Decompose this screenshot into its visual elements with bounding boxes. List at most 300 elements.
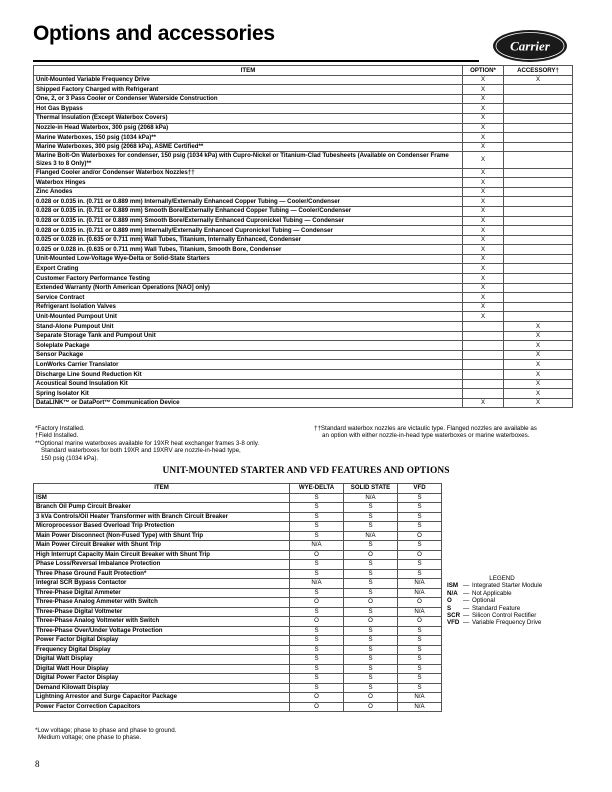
item-cell: Three-Phase Digital Ammeter <box>34 588 290 598</box>
table-row <box>34 152 573 168</box>
table-row <box>34 187 573 197</box>
wye-delta-cell: O <box>290 693 344 703</box>
accessory-cell: X <box>504 379 573 389</box>
vfd-cell: N/A <box>398 693 442 703</box>
table-row <box>34 133 573 143</box>
table-row <box>34 235 573 245</box>
item-cell: 0.028 or 0.035 in. (0.711 or 0.889 mm) Internally/Externally Enhanced Copper Tubing — Cooler/Condenser <box>34 197 463 207</box>
option-cell: X <box>463 226 504 236</box>
legend-description: Silicon Control Rectifier <box>472 612 537 620</box>
legend-description: Standard Feature <box>472 604 521 612</box>
item-cell: Marine Waterboxes, 300 psig (2068 kPa), ASME Certified** <box>34 142 463 152</box>
table-row <box>34 94 573 104</box>
vfd-cell: S <box>398 664 442 674</box>
option-cell: X <box>463 235 504 245</box>
carrier-logo-text: Carrier <box>510 38 550 54</box>
legend-entry <box>447 619 587 626</box>
table-row <box>34 617 442 627</box>
item-cell: Marine Bolt-On Waterboxes for condenser, 150 psig (1034 kPa) with Cupro-Nickel or Titanium-Clad Tubesheets (Available on Condenser Frame Sizes 3 to 8 Only)** <box>34 152 463 168</box>
accessory-cell <box>504 168 573 178</box>
item-cell: One, 2, or 3 Pass Cooler or Condenser Waterside Construction <box>34 94 463 104</box>
accessory-cell <box>504 216 573 226</box>
option-cell: X <box>463 206 504 216</box>
item-cell: Spring Isolator Kit <box>34 389 463 399</box>
wye-delta-cell: S <box>290 569 344 579</box>
option-cell <box>463 389 504 399</box>
table-header-row <box>34 484 442 494</box>
solid-state-cell: S <box>344 579 398 589</box>
item-cell: 0.025 or 0.028 in. (0.635 or 0.711 mm) Wall Tubes, Titanium, Internally Enhanced, Condenser <box>34 235 463 245</box>
legend-abbr: ISM <box>447 582 459 590</box>
item-cell: 3 kVa Controls/Oil Heater Transformer with Branch Circuit Breaker <box>34 512 290 522</box>
item-cell: Lightning Arrestor and Surge Capacitor Package <box>34 693 290 703</box>
column-header-vfd: VFD <box>398 484 442 494</box>
table-row <box>34 560 442 570</box>
wye-delta-cell: S <box>290 493 344 503</box>
table-row <box>34 178 573 188</box>
table-row <box>34 216 573 226</box>
item-cell: Main Power Disconnect (Non-Fused Type) with Shunt Trip <box>34 531 290 541</box>
item-cell: DataLINK™ or DataPort™ Communication Device <box>34 398 463 408</box>
starter-section-title: UNIT-MOUNTED STARTER AND VFD FEATURES AND OPTIONS <box>162 466 450 476</box>
column-header-option: OPTION* <box>463 66 504 76</box>
table-row <box>34 113 573 123</box>
footnote: Standard waterboxes for both 19XR and 19XRV are nozzle-in-head type, <box>41 447 241 455</box>
item-cell: Three Phase Ground Fault Protection* <box>34 569 290 579</box>
option-cell <box>463 360 504 370</box>
table-row <box>34 645 442 655</box>
item-cell: Digital Power Factor Display <box>34 674 290 684</box>
legend-abbr: S <box>447 604 452 612</box>
legend-entry <box>447 582 587 589</box>
item-cell: Hot Gas Bypass <box>34 104 463 114</box>
wye-delta-cell: S <box>290 588 344 598</box>
wye-delta-cell: S <box>290 674 344 684</box>
accessory-cell <box>504 178 573 188</box>
vfd-cell: S <box>398 683 442 693</box>
footnote: 150 psig (1034 kPa). <box>41 454 99 462</box>
wye-delta-cell: S <box>290 560 344 570</box>
vfd-cell: N/A <box>398 607 442 617</box>
legend-description: Variable Frequency Drive <box>472 619 542 627</box>
accessory-cell: X <box>504 360 573 370</box>
vfd-cell: S <box>398 626 442 636</box>
table-row <box>34 293 573 303</box>
legend-abbr: SCR <box>447 612 461 620</box>
table-row <box>34 254 573 264</box>
wye-delta-cell: S <box>290 522 344 532</box>
table-row <box>34 142 573 152</box>
wye-delta-cell: S <box>290 645 344 655</box>
item-cell: Main Power Circuit Breaker with Shunt Trip <box>34 541 290 551</box>
wye-delta-cell: O <box>290 598 344 608</box>
table-row <box>34 550 442 560</box>
item-cell: Three-Phase Analog Ammeter with Switch <box>34 598 290 608</box>
legend-description: Optional <box>472 597 496 605</box>
solid-state-cell: S <box>344 664 398 674</box>
options-table-body <box>34 75 573 408</box>
footnote: ††Standard waterbox nozzles are victaulic type. Flanged nozzles are available as <box>314 425 537 432</box>
footnote: *Factory Installed. <box>35 425 85 432</box>
item-cell: Waterbox Hinges <box>34 178 463 188</box>
item-cell: 0.028 or 0.035 in. (0.711 or 0.889 mm) Smooth Bore/Externally Enhanced Copper Tubing — Cooler/Condenser <box>34 206 463 216</box>
legend-entry <box>447 590 587 597</box>
footnote: *Low voltage; phase to phase and phase to ground. <box>35 727 177 734</box>
table-row <box>34 312 573 322</box>
item-cell: Flanged Cooler and/or Condenser Waterbox Nozzles†† <box>34 168 463 178</box>
item-cell: Three-Phase Analog Voltmeter with Switch <box>34 617 290 627</box>
option-cell <box>463 341 504 351</box>
solid-state-cell: S <box>344 674 398 684</box>
solid-state-cell: S <box>344 607 398 617</box>
accessory-cell <box>504 85 573 95</box>
accessory-cell <box>504 312 573 322</box>
solid-state-cell: S <box>344 683 398 693</box>
item-cell: Power Factor Digital Display <box>34 636 290 646</box>
table-row <box>34 531 442 541</box>
wye-delta-cell: S <box>290 503 344 513</box>
accessory-cell <box>504 264 573 274</box>
legend-title: LEGEND <box>489 575 515 582</box>
legend-abbr: O <box>447 597 452 605</box>
option-cell: X <box>463 133 504 143</box>
table-row <box>34 226 573 236</box>
accessory-cell <box>504 123 573 133</box>
wye-delta-cell: O <box>290 550 344 560</box>
accessory-cell: X <box>504 75 573 85</box>
item-cell: Export Crating <box>34 264 463 274</box>
table-row <box>34 274 573 284</box>
option-cell: X <box>463 94 504 104</box>
option-cell: X <box>463 216 504 226</box>
solid-state-cell: O <box>344 550 398 560</box>
option-cell: X <box>463 302 504 312</box>
item-cell: Digital Watt Hour Display <box>34 664 290 674</box>
starter-table-body <box>34 493 442 712</box>
legend-dash: — <box>463 597 470 605</box>
table-row <box>34 398 573 408</box>
accessory-cell <box>504 187 573 197</box>
item-cell: Refrigerant Isolation Valves <box>34 302 463 312</box>
table-row <box>34 541 442 551</box>
item-cell: Phase Loss/Reversal Imbalance Protection <box>34 560 290 570</box>
item-cell: ISM <box>34 493 290 503</box>
vfd-cell: S <box>398 493 442 503</box>
table-row <box>34 493 442 503</box>
table-header-row <box>34 66 573 76</box>
vfd-cell: S <box>398 541 442 551</box>
accessory-cell <box>504 152 573 168</box>
table-row <box>34 693 442 703</box>
table-row <box>34 636 442 646</box>
legend-entry <box>447 612 587 619</box>
item-cell: Three-Phase Digital Voltmeter <box>34 607 290 617</box>
vfd-cell: O <box>398 598 442 608</box>
item-cell: Unit-Mounted Pumpout Unit <box>34 312 463 322</box>
wye-delta-cell: S <box>290 664 344 674</box>
legend-entry <box>447 597 587 604</box>
wye-delta-cell: N/A <box>290 541 344 551</box>
wye-delta-cell: S <box>290 512 344 522</box>
vfd-cell: S <box>398 655 442 665</box>
accessory-cell: X <box>504 398 573 408</box>
item-cell: Unit-Mounted Low-Voltage Wye-Delta or Solid-State Starters <box>34 254 463 264</box>
option-cell: X <box>463 283 504 293</box>
option-cell: X <box>463 187 504 197</box>
table-row <box>34 197 573 207</box>
solid-state-cell: S <box>344 522 398 532</box>
item-cell: Customer Factory Performance Testing <box>34 274 463 284</box>
option-cell: X <box>463 293 504 303</box>
item-cell: 0.028 or 0.035 in. (0.711 or 0.889 mm) Internally/Externally Enhanced Cupronickel Tubing — Condenser <box>34 226 463 236</box>
accessory-cell <box>504 113 573 123</box>
table-row <box>34 607 442 617</box>
option-cell: X <box>463 264 504 274</box>
table-row <box>34 664 442 674</box>
accessory-cell: X <box>504 389 573 399</box>
waterbox-nozzle-footnote <box>314 425 574 440</box>
option-cell: X <box>463 113 504 123</box>
accessory-cell: X <box>504 341 573 351</box>
item-cell: Thermal Insulation (Except Waterbox Covers) <box>34 113 463 123</box>
solid-state-cell: O <box>344 693 398 703</box>
accessory-cell <box>504 274 573 284</box>
table-row <box>34 588 442 598</box>
legend-description: Integrated Starter Module <box>472 582 543 590</box>
vfd-cell: S <box>398 636 442 646</box>
accessory-cell: X <box>504 331 573 341</box>
legend-entries <box>447 582 587 626</box>
item-cell: Discharge Line Sound Reduction Kit <box>34 370 463 380</box>
accessory-cell <box>504 235 573 245</box>
vfd-cell: S <box>398 674 442 684</box>
option-cell: X <box>463 168 504 178</box>
table-row <box>34 322 573 332</box>
vfd-cell: N/A <box>398 702 442 712</box>
solid-state-cell: O <box>344 617 398 627</box>
solid-state-cell: S <box>344 645 398 655</box>
column-header-accessory: ACCESSORY† <box>504 66 573 76</box>
wye-delta-cell: S <box>290 636 344 646</box>
wye-delta-cell: S <box>290 607 344 617</box>
column-header-item: ITEM <box>34 66 463 76</box>
solid-state-cell: S <box>344 503 398 513</box>
accessory-cell <box>504 283 573 293</box>
option-cell: X <box>463 398 504 408</box>
accessory-cell <box>504 245 573 255</box>
accessory-cell <box>504 293 573 303</box>
legend <box>447 575 587 627</box>
wye-delta-cell: S <box>290 531 344 541</box>
vfd-cell: S <box>398 560 442 570</box>
option-cell <box>463 379 504 389</box>
legend-description: Not Applicable <box>472 589 512 597</box>
table-row <box>34 655 442 665</box>
legend-dash: — <box>463 619 470 627</box>
item-cell: Service Contract <box>34 293 463 303</box>
starter-footnotes <box>35 727 335 742</box>
option-cell: X <box>463 312 504 322</box>
accessory-cell: X <box>504 322 573 332</box>
item-cell: Shipped Factory Charged with Refrigerant <box>34 85 463 95</box>
legend-abbr: N/A <box>447 589 458 597</box>
option-cell: X <box>463 254 504 264</box>
solid-state-cell: S <box>344 588 398 598</box>
legend-abbr: VFD <box>447 619 460 627</box>
item-cell: Soleplate Package <box>34 341 463 351</box>
solid-state-cell: S <box>344 512 398 522</box>
item-cell: Digital Watt Display <box>34 655 290 665</box>
footnote: Medium voltage; one phase to phase. <box>38 734 142 742</box>
table-row <box>34 503 442 513</box>
option-cell <box>463 322 504 332</box>
solid-state-cell: O <box>344 702 398 712</box>
accessory-cell <box>504 133 573 143</box>
vfd-cell: S <box>398 512 442 522</box>
table-row <box>34 360 573 370</box>
solid-state-cell: S <box>344 655 398 665</box>
item-cell: Power Factor Correction Capacitors <box>34 702 290 712</box>
accessory-cell: X <box>504 350 573 360</box>
footnote: **Optional marine waterboxes available for 19XR heat exchanger frames 3-8 only. <box>35 439 260 447</box>
table-row <box>34 626 442 636</box>
table-row <box>34 206 573 216</box>
item-cell: Stand-Alone Pumpout Unit <box>34 322 463 332</box>
table-row <box>34 245 573 255</box>
option-cell: X <box>463 152 504 168</box>
vfd-cell: O <box>398 550 442 560</box>
table-row <box>34 512 442 522</box>
item-cell: Separate Storage Tank and Pumpout Unit <box>34 331 463 341</box>
column-header-solid-state: SOLID STATE <box>344 484 398 494</box>
option-cell: X <box>463 197 504 207</box>
accessory-cell <box>504 104 573 114</box>
column-header-item: ITEM <box>34 484 290 494</box>
table-row <box>34 123 573 133</box>
title-divider <box>33 60 479 62</box>
table-row <box>34 389 573 399</box>
page-number: 8 <box>35 759 40 769</box>
page-title: Options and accessories <box>33 22 275 45</box>
legend-entry <box>447 605 587 612</box>
table-row <box>34 579 442 589</box>
table-row <box>34 350 573 360</box>
footnote: †Field Installed. <box>35 432 79 440</box>
wye-delta-cell: S <box>290 655 344 665</box>
accessory-cell <box>504 94 573 104</box>
option-cell: X <box>463 245 504 255</box>
solid-state-cell: O <box>344 598 398 608</box>
wye-delta-cell: O <box>290 702 344 712</box>
accessory-cell <box>504 226 573 236</box>
item-cell: 0.025 or 0.028 in. (0.635 or 0.711 mm) Wall Tubes, Titanium, Smooth Bore, Condenser <box>34 245 463 255</box>
item-cell: Sensor Package <box>34 350 463 360</box>
solid-state-cell: S <box>344 626 398 636</box>
option-cell <box>463 331 504 341</box>
option-cell: X <box>463 178 504 188</box>
vfd-cell: S <box>398 569 442 579</box>
accessory-cell <box>504 142 573 152</box>
solid-state-cell: S <box>344 560 398 570</box>
table-row <box>34 331 573 341</box>
table-row <box>34 702 442 712</box>
wye-delta-cell: O <box>290 617 344 627</box>
item-cell: LonWorks Carrier Translator <box>34 360 463 370</box>
item-cell: Frequency Digital Display <box>34 645 290 655</box>
table-row <box>34 264 573 274</box>
wye-delta-cell: S <box>290 626 344 636</box>
vfd-cell: O <box>398 531 442 541</box>
solid-state-cell: N/A <box>344 531 398 541</box>
accessory-cell <box>504 302 573 312</box>
table-row <box>34 370 573 380</box>
table-row <box>34 85 573 95</box>
wye-delta-cell: N/A <box>290 579 344 589</box>
table-row <box>34 522 442 532</box>
item-cell: Microprocessor Based Overload Trip Protection <box>34 522 290 532</box>
vfd-cell: S <box>398 503 442 513</box>
vfd-cell: O <box>398 617 442 627</box>
solid-state-cell: N/A <box>344 493 398 503</box>
table-row <box>34 569 442 579</box>
footnote: an option with either nozzle-in-head type waterboxes or marine waterboxes. <box>322 432 530 440</box>
item-cell: Unit-Mounted Variable Frequency Drive <box>34 75 463 85</box>
solid-state-cell: S <box>344 636 398 646</box>
table-row <box>34 168 573 178</box>
item-cell: Nozzle-in Head Waterbox, 300 psig (2068 kPa) <box>34 123 463 133</box>
vfd-cell: S <box>398 522 442 532</box>
table-row <box>34 598 442 608</box>
option-cell: X <box>463 123 504 133</box>
table-row <box>34 379 573 389</box>
item-cell: High Interrupt Capacity Main Circuit Breaker with Shunt Trip <box>34 550 290 560</box>
carrier-logo <box>491 28 569 64</box>
option-cell: X <box>463 142 504 152</box>
option-cell <box>463 350 504 360</box>
table-row <box>34 283 573 293</box>
table-row <box>34 104 573 114</box>
item-cell: Integral SCR Bypass Contactor <box>34 579 290 589</box>
item-cell: Zinc Anodes <box>34 187 463 197</box>
table-row <box>34 341 573 351</box>
table-row <box>34 75 573 85</box>
table-row <box>34 302 573 312</box>
table-row <box>34 683 442 693</box>
accessory-cell: X <box>504 370 573 380</box>
solid-state-cell: S <box>344 541 398 551</box>
option-cell: X <box>463 85 504 95</box>
vfd-cell: N/A <box>398 579 442 589</box>
vfd-cell: N/A <box>398 588 442 598</box>
legend-dash: — <box>463 604 470 612</box>
item-cell: Demand Kilowatt Display <box>34 683 290 693</box>
column-header-wye-delta: WYE-DELTA <box>290 484 344 494</box>
table-row <box>34 674 442 684</box>
accessory-cell <box>504 206 573 216</box>
accessory-cell <box>504 254 573 264</box>
accessory-cell <box>504 197 573 207</box>
legend-dash: — <box>463 582 470 590</box>
item-cell: Three-Phase Over/Under Voltage Protection <box>34 626 290 636</box>
item-cell: Extended Warranty (North American Operations [NAO] only) <box>34 283 463 293</box>
options-footnotes <box>35 425 310 462</box>
options-accessories-table <box>33 65 573 408</box>
item-cell: Branch Oil Pump Circuit Breaker <box>34 503 290 513</box>
wye-delta-cell: S <box>290 683 344 693</box>
option-cell <box>463 370 504 380</box>
legend-dash: — <box>463 612 470 620</box>
option-cell: X <box>463 75 504 85</box>
